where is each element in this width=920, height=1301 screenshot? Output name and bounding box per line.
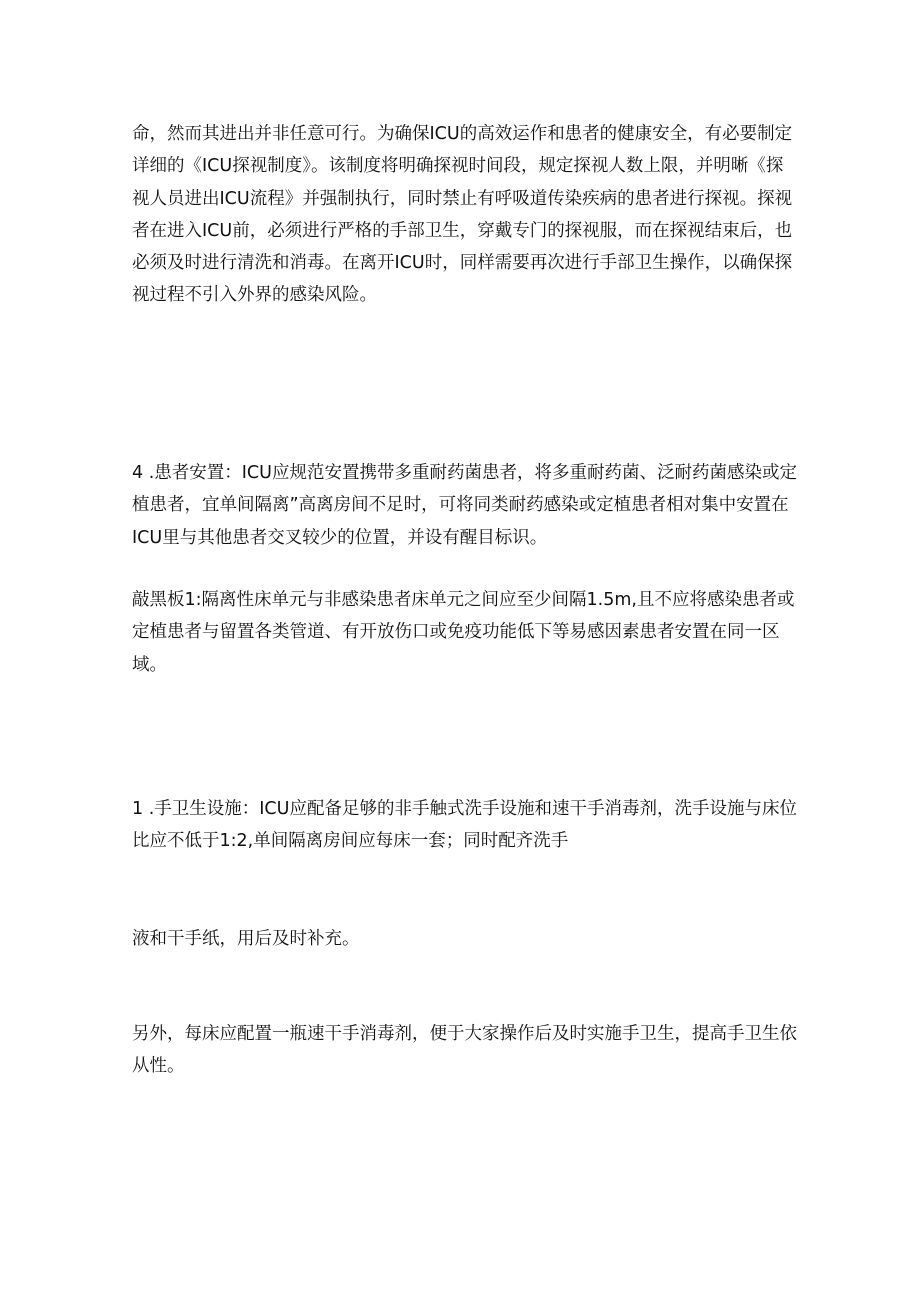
paragraph-bedside-disinfectant: 另外，每床应配置一瓶速干手消毒剂，便于大家操作后及时实施手卫生，提高手卫生依从性。	[132, 1024, 797, 1077]
paragraph-patient-placement: 4 .患者安置：ICU应规范安置携带多重耐药菌患者，将多重耐药菌、泛耐药菌感染或定植患者，宜单间隔离”高离房间不足时，可将同类耐药感染或定植患者相对集中安置在ICU里与其他患者交叉较少的位置，并设有醒目标识。	[132, 463, 797, 548]
paragraph-hand-hygiene-supplies: 液和干手纸，用后及时补充。	[132, 929, 360, 949]
paragraph-hand-hygiene-facilities: 1 .手卫生设施：ICU应配备足够的非手触式洗手设施和速干手消毒剂，洗手设施与床位比应不低于1:2,单间隔离房间应每床一套；同时配齐洗手	[132, 799, 797, 852]
paragraph-icu-visiting: 命，然而其进出并非任意可行。为确保ICU的高效运作和患者的健康安全，有必要制定详细的《ICU探视制度》。该制度将明确探视时间段，规定探视人数上限，并明晰《探视人员进出ICU流程》并强制执行，同时禁止有呼吸道传染疾病的患者进行探视。探视者在进入ICU前，必须进行严格的手部卫生，穿戴专门的探视服，而在探视结束后，也必须及时进行清洗和消毒。在离开ICU时，同样需要再次进行手部卫生操作，以确保探视过程不引入外界的感染风险。	[132, 124, 793, 306]
paragraph-key-point-isolation: 敲黑板1:隔离性床单元与非感染患者床单元之间应至少间隔1.5m,且不应将感染患者或定植患者与留置各类管道、有开放伤口或免疫功能低下等易感因素患者安置在同一区域。	[132, 590, 795, 675]
